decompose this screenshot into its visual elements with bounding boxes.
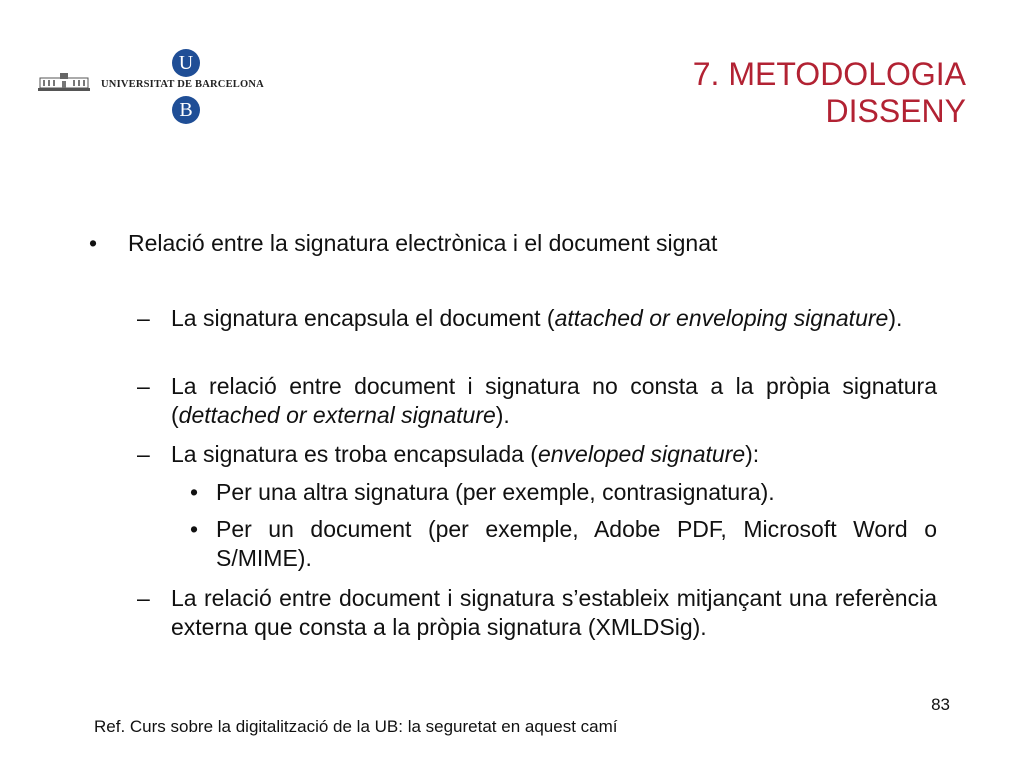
sub-bullet-2 <box>190 515 937 573</box>
slide-title <box>546 56 966 130</box>
logo-circle-b: B <box>172 96 200 124</box>
sub-bullet-marker: • <box>190 479 199 505</box>
dash-2-suffix: ). <box>495 402 510 428</box>
dash-3-text: La signatura es troba encapsulada ( <box>171 441 538 467</box>
dash-marker: – <box>137 441 150 467</box>
page-number: 83 <box>931 695 950 714</box>
bullet-marker: • <box>89 230 98 256</box>
dash-marker: – <box>137 305 150 331</box>
dash-1-emphasis: attached or enveloping signature <box>554 305 889 331</box>
main-bullet-text: Relació entre la signatura electrònica i el document signat <box>128 230 718 256</box>
dash-3-emphasis: enveloped signature <box>537 441 746 467</box>
title-line-1: 7. METODOLOGIA <box>692 56 966 92</box>
dash-1-text: La signatura encapsula el document ( <box>171 305 555 331</box>
university-name: UNIVERSITAT DE BARCELONA <box>101 79 264 90</box>
sub-bullet-1 <box>190 478 937 507</box>
dash-1-suffix: ). <box>888 305 903 331</box>
title-line-2: DISSENY <box>825 93 966 129</box>
main-bullet <box>89 229 938 258</box>
sub-bullet-2-text: Per un document (per exemple, Adobe PDF, Microsoft Word o S/MIME). <box>216 516 937 571</box>
sub-bullet-marker: • <box>190 516 199 542</box>
dash-3-suffix: ): <box>745 441 760 467</box>
dash-marker: – <box>137 373 150 399</box>
dash-item-3 <box>137 440 937 469</box>
dash-marker: – <box>137 585 150 611</box>
dash-item-4 <box>137 584 937 642</box>
logo-circle-u: U <box>172 49 200 77</box>
dash-2-text: La relació entre document i signatura no consta a la pròpia signatura ( <box>171 373 937 428</box>
dash-2-emphasis: dettached or external signature <box>178 402 496 428</box>
dash-item-1 <box>137 304 937 333</box>
university-logo <box>38 44 278 130</box>
sub-bullet-1-text: Per una altra signatura (per exemple, contrasignatura). <box>216 479 775 505</box>
dash-4-text: La relació entre document i signatura s’estableix mitjançant una referència externa que consta a la pròpia signatura (XMLDSig). <box>171 585 937 640</box>
dash-item-2 <box>137 372 937 430</box>
building-icon <box>38 72 90 94</box>
reference-footer: Ref. Curs sobre la digitalització de la UB: la seguretat en aquest camí <box>94 717 618 736</box>
